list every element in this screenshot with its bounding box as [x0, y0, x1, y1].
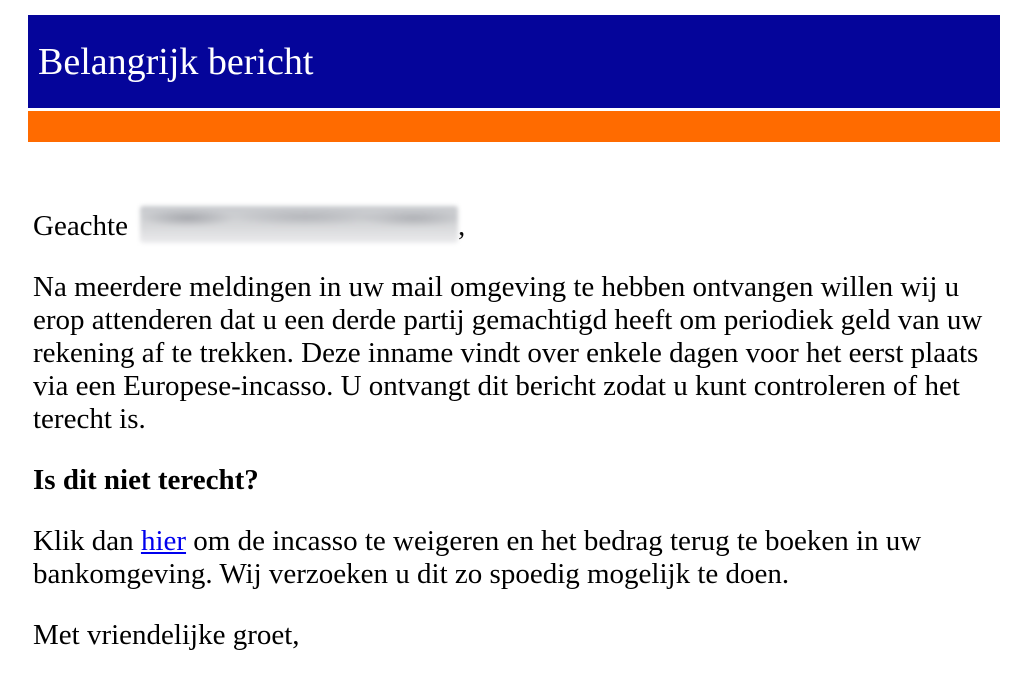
message-title-bar [28, 15, 1000, 108]
salutation-line [33, 206, 1005, 243]
salutation-prefix: Geachte [33, 210, 128, 242]
hier-link[interactable]: hier [140, 525, 187, 557]
question-heading: Is dit niet terecht? [33, 464, 259, 496]
redacted-recipient-name [140, 206, 458, 243]
action-text-before: Klik dan [33, 525, 141, 557]
accent-bar [28, 111, 1000, 142]
closing-line: Met vriendelijke groet, [33, 619, 300, 651]
action-paragraph [33, 525, 1005, 591]
email-message [28, 15, 1000, 652]
salutation-comma: , [458, 210, 466, 242]
message-body [28, 142, 1005, 652]
intro-paragraph: Na meerdere meldingen in uw mail omgeving te hebben ontvangen willen wij u erop attenderen dat u een derde partij gemachtigd heeft om periodiek geld van uw rekening af te trekken. Deze inname vindt over enkele dagen voor het eerst plaats via een Europese-incasso. U ontvangt dit bericht zodat u kunt controleren of het terecht is. [33, 271, 983, 435]
action-text-after: om de incasso te weigeren en het bedrag terug te boeken in uw bankomgeving. Wij verzoeken u dit zo spoedig mogelijk te doen. [33, 525, 922, 590]
message-title: Belangrijk bericht [38, 40, 314, 83]
